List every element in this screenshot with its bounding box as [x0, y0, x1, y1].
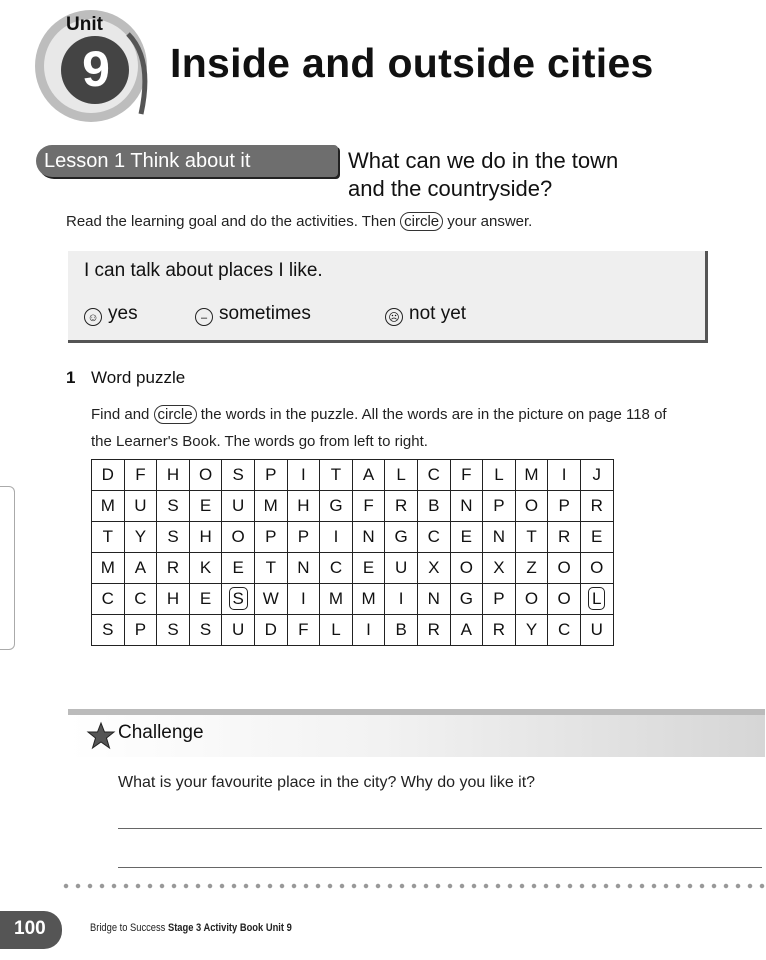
puzzle-cell[interactable]	[189, 553, 222, 584]
activity-instr-before: Find and	[91, 406, 154, 423]
puzzle-cell[interactable]	[320, 460, 353, 491]
puzzle-letter: N	[362, 527, 375, 546]
puzzle-letter: F	[135, 465, 146, 484]
instructions-circled-word: circle	[400, 212, 443, 231]
puzzle-letter: P	[265, 465, 277, 484]
dotted-divider	[60, 882, 766, 890]
puzzle-letter: P	[134, 620, 147, 639]
puzzle-letter: A	[134, 558, 147, 577]
puzzle-cell[interactable]	[385, 615, 418, 646]
puzzle-row	[92, 460, 614, 491]
puzzle-cell[interactable]	[352, 491, 385, 522]
footer-text-bold: Stage 3 Activity Book Unit 9	[167, 922, 292, 934]
puzzle-cell[interactable]	[580, 584, 613, 615]
puzzle-letter: R	[557, 527, 571, 546]
lesson-question	[348, 147, 748, 203]
puzzle-cell[interactable]	[580, 522, 613, 553]
puzzle-cell[interactable]	[450, 522, 483, 553]
puzzle-cell[interactable]	[450, 553, 483, 584]
puzzle-cell[interactable]	[92, 615, 125, 646]
puzzle-letter: I	[366, 620, 371, 639]
puzzle-cell[interactable]	[548, 615, 581, 646]
puzzle-letter: E	[591, 527, 603, 546]
activity-circled-word: circle	[154, 405, 197, 424]
puzzle-row	[92, 615, 614, 646]
puzzle-letter: L	[588, 587, 605, 610]
puzzle-cell[interactable]	[222, 584, 255, 615]
puzzle-cell[interactable]	[189, 615, 222, 646]
puzzle-cell[interactable]	[222, 491, 255, 522]
puzzle-letter: M	[263, 496, 278, 515]
puzzle-letter: A	[362, 465, 375, 484]
goal-option-yes[interactable]	[84, 303, 138, 326]
lesson-question-line2: and the countryside?	[348, 176, 553, 201]
puzzle-letter: S	[199, 620, 212, 639]
puzzle-cell[interactable]	[385, 553, 418, 584]
puzzle-letter: Y	[134, 527, 147, 546]
puzzle-cell[interactable]	[320, 553, 353, 584]
puzzle-letter: R	[492, 620, 506, 639]
puzzle-letter: B	[395, 620, 407, 639]
learning-goal-text: I can talk about places I like.	[84, 260, 323, 281]
puzzle-letter: L	[494, 465, 504, 484]
puzzle-cell[interactable]	[222, 615, 255, 646]
puzzle-letter: J	[592, 465, 601, 484]
puzzle-cell[interactable]	[287, 491, 320, 522]
puzzle-cell[interactable]	[124, 553, 157, 584]
puzzle-cell[interactable]	[548, 460, 581, 491]
puzzle-letter: S	[102, 620, 114, 639]
puzzle-cell[interactable]	[92, 460, 125, 491]
puzzle-cell[interactable]	[548, 491, 581, 522]
puzzle-cell[interactable]	[124, 615, 157, 646]
puzzle-cell[interactable]	[417, 522, 450, 553]
answer-line[interactable]	[118, 867, 762, 868]
unit-label: Unit	[66, 14, 103, 35]
puzzle-letter: R	[166, 558, 180, 577]
puzzle-cell[interactable]	[124, 491, 157, 522]
puzzle-cell[interactable]	[157, 491, 190, 522]
puzzle-letter: I	[333, 527, 339, 546]
lesson-question-line1: What can we do in the town	[348, 148, 619, 173]
puzzle-cell[interactable]	[254, 584, 287, 615]
puzzle-letter: F	[363, 496, 374, 515]
word-puzzle-grid	[91, 459, 614, 646]
puzzle-letter: P	[297, 527, 310, 546]
puzzle-cell[interactable]	[483, 615, 516, 646]
puzzle-cell[interactable]	[222, 460, 255, 491]
puzzle-letter: I	[300, 589, 306, 608]
answer-line[interactable]	[118, 828, 762, 829]
puzzle-letter: N	[460, 496, 473, 515]
puzzle-cell[interactable]	[580, 460, 613, 491]
challenge-title: Challenge	[118, 722, 204, 743]
puzzle-cell[interactable]	[254, 522, 287, 553]
instructions-text-before: Read the learning goal and do the activities. Then	[66, 213, 401, 230]
puzzle-letter: O	[524, 496, 539, 515]
puzzle-cell[interactable]	[483, 522, 516, 553]
goal-option-label: yes	[108, 303, 138, 324]
star-icon	[86, 721, 116, 751]
puzzle-cell[interactable]	[385, 584, 418, 615]
puzzle-cell[interactable]	[92, 584, 125, 615]
puzzle-letter: X	[428, 558, 440, 577]
puzzle-letter: U	[590, 620, 603, 639]
goal-option-not-yet[interactable]	[385, 303, 466, 326]
puzzle-letter: X	[493, 558, 505, 577]
puzzle-letter: E	[199, 589, 212, 608]
puzzle-letter: P	[558, 496, 570, 515]
puzzle-letter: T	[102, 527, 113, 546]
goal-option-sometimes[interactable]	[195, 303, 311, 326]
puzzle-letter: U	[232, 620, 245, 639]
puzzle-cell[interactable]	[450, 460, 483, 491]
puzzle-cell[interactable]	[483, 553, 516, 584]
puzzle-cell[interactable]	[580, 615, 613, 646]
puzzle-letter: C	[427, 465, 440, 484]
puzzle-letter: M	[361, 589, 376, 608]
puzzle-letter: S	[167, 527, 179, 546]
puzzle-cell[interactable]	[548, 584, 581, 615]
puzzle-cell[interactable]	[515, 522, 548, 553]
puzzle-cell[interactable]	[92, 522, 125, 553]
puzzle-letter: N	[492, 527, 506, 546]
puzzle-cell[interactable]	[483, 460, 516, 491]
puzzle-cell[interactable]	[515, 584, 548, 615]
puzzle-letter: I	[398, 589, 404, 608]
puzzle-cell[interactable]	[320, 491, 353, 522]
puzzle-letter: U	[395, 558, 408, 577]
puzzle-cell[interactable]	[417, 615, 450, 646]
puzzle-cell[interactable]	[189, 491, 222, 522]
footer-text	[90, 922, 292, 934]
puzzle-letter: W	[262, 589, 279, 608]
puzzle-letter: C	[329, 558, 343, 577]
puzzle-letter: M	[328, 589, 344, 608]
puzzle-letter: H	[166, 465, 180, 484]
puzzle-letter: B	[428, 496, 440, 515]
puzzle-cell[interactable]	[287, 553, 320, 584]
puzzle-cell[interactable]	[287, 460, 320, 491]
instructions-text-after: your answer.	[443, 213, 533, 230]
puzzle-cell[interactable]	[450, 584, 483, 615]
puzzle-letter: I	[561, 465, 567, 484]
puzzle-letter: M	[524, 465, 539, 484]
puzzle-cell[interactable]	[417, 584, 450, 615]
puzzle-cell[interactable]	[417, 553, 450, 584]
puzzle-cell[interactable]	[385, 522, 418, 553]
puzzle-letter: O	[557, 589, 571, 608]
puzzle-letter: N	[297, 558, 310, 577]
puzzle-cell[interactable]	[157, 584, 190, 615]
puzzle-letter: R	[427, 620, 440, 639]
puzzle-letter: S	[229, 587, 248, 610]
puzzle-letter: G	[394, 527, 408, 546]
puzzle-cell[interactable]	[580, 491, 613, 522]
puzzle-letter: L	[331, 620, 341, 639]
puzzle-letter: O	[231, 527, 245, 546]
puzzle-letter: H	[297, 496, 310, 515]
puzzle-letter: E	[362, 558, 375, 577]
puzzle-letter: H	[166, 589, 180, 608]
puzzle-letter: E	[199, 496, 212, 515]
puzzle-letter: D	[264, 620, 277, 639]
puzzle-row	[92, 522, 614, 553]
puzzle-cell[interactable]	[515, 615, 548, 646]
puzzle-letter: C	[134, 589, 147, 608]
puzzle-cell[interactable]	[157, 460, 190, 491]
puzzle-letter: I	[300, 465, 306, 484]
smile-face-icon: ☺	[84, 308, 102, 326]
puzzle-cell[interactable]	[352, 522, 385, 553]
puzzle-letter: H	[199, 527, 212, 546]
puzzle-cell[interactable]	[483, 491, 516, 522]
puzzle-letter: S	[167, 620, 179, 639]
lesson-label: Lesson 1 Think about it	[36, 145, 338, 177]
puzzle-letter: P	[493, 589, 505, 608]
puzzle-cell[interactable]	[157, 553, 190, 584]
puzzle-letter: D	[101, 465, 114, 484]
puzzle-letter: O	[590, 558, 604, 577]
puzzle-letter: N	[427, 589, 440, 608]
puzzle-cell[interactable]	[417, 460, 450, 491]
puzzle-cell[interactable]	[515, 460, 548, 491]
puzzle-letter: Z	[526, 558, 537, 577]
puzzle-letter: A	[460, 620, 472, 639]
puzzle-letter: Y	[525, 620, 538, 639]
puzzle-cell[interactable]	[483, 584, 516, 615]
puzzle-cell[interactable]	[157, 615, 190, 646]
puzzle-cell[interactable]	[385, 460, 418, 491]
puzzle-letter: R	[590, 496, 603, 515]
activity-number: 1	[66, 368, 76, 387]
unit-number: 9	[82, 41, 110, 97]
puzzle-letter: C	[557, 620, 571, 639]
puzzle-letter: L	[396, 465, 406, 484]
puzzle-letter: O	[557, 558, 571, 577]
puzzle-cell[interactable]	[417, 491, 450, 522]
activity-title: Word puzzle	[91, 368, 186, 387]
puzzle-cell[interactable]	[189, 460, 222, 491]
puzzle-cell[interactable]	[548, 522, 581, 553]
activity-instructions	[91, 401, 691, 455]
instructions	[66, 213, 532, 230]
puzzle-cell[interactable]	[548, 553, 581, 584]
puzzle-letter: S	[167, 496, 179, 515]
puzzle-cell[interactable]	[385, 491, 418, 522]
puzzle-letter: O	[459, 558, 473, 577]
footer-text-plain: Bridge to Success	[90, 922, 168, 934]
puzzle-cell[interactable]	[189, 522, 222, 553]
goal-option-label: not yet	[409, 303, 467, 324]
puzzle-letter: P	[265, 527, 277, 546]
puzzle-row	[92, 553, 614, 584]
puzzle-cell[interactable]	[352, 615, 385, 646]
puzzle-cell[interactable]	[287, 584, 320, 615]
puzzle-cell[interactable]	[92, 491, 125, 522]
puzzle-letter: C	[101, 589, 114, 608]
puzzle-letter: T	[330, 465, 342, 484]
puzzle-cell[interactable]	[450, 615, 483, 646]
puzzle-cell[interactable]	[320, 584, 353, 615]
puzzle-letter: E	[232, 558, 244, 577]
puzzle-cell[interactable]	[580, 553, 613, 584]
puzzle-cell[interactable]	[254, 460, 287, 491]
puzzle-cell[interactable]	[320, 615, 353, 646]
puzzle-cell[interactable]	[124, 584, 157, 615]
puzzle-letter: T	[265, 558, 276, 577]
puzzle-letter: O	[524, 589, 539, 608]
puzzle-letter: C	[427, 527, 440, 546]
puzzle-cell[interactable]	[287, 615, 320, 646]
puzzle-letter: K	[199, 558, 212, 577]
puzzle-cell[interactable]	[515, 491, 548, 522]
puzzle-cell[interactable]	[254, 491, 287, 522]
puzzle-cell[interactable]	[450, 491, 483, 522]
page-title: Inside and outside cities	[170, 40, 654, 86]
puzzle-cell[interactable]	[124, 522, 157, 553]
puzzle-cell[interactable]	[124, 460, 157, 491]
activity-instr-after: the words in the puzzle. All the words are in the picture on page 118 of the Learner's Book. The words go from left to right.	[91, 406, 667, 450]
puzzle-letter: U	[232, 496, 245, 515]
puzzle-letter: F	[461, 465, 472, 484]
puzzle-row	[92, 491, 614, 522]
puzzle-letter: F	[298, 620, 309, 639]
puzzle-letter: M	[100, 558, 115, 577]
puzzle-letter: S	[232, 465, 244, 484]
puzzle-letter: R	[395, 496, 408, 515]
puzzle-cell[interactable]	[189, 584, 222, 615]
puzzle-cell[interactable]	[254, 553, 287, 584]
puzzle-letter: O	[198, 465, 213, 484]
puzzle-cell[interactable]	[352, 584, 385, 615]
puzzle-cell[interactable]	[222, 522, 255, 553]
puzzle-cell[interactable]	[352, 460, 385, 491]
goal-option-label: sometimes	[219, 303, 311, 324]
puzzle-cell[interactable]	[92, 553, 125, 584]
puzzle-letter: E	[460, 527, 472, 546]
puzzle-cell[interactable]	[157, 522, 190, 553]
page-number: 100	[14, 918, 46, 939]
puzzle-letter: G	[329, 496, 343, 515]
puzzle-cell[interactable]	[320, 522, 353, 553]
puzzle-letter: P	[493, 496, 505, 515]
challenge-question: What is your favourite place in the city? Why do you like it?	[118, 774, 536, 791]
side-tab-handle[interactable]	[0, 486, 15, 650]
puzzle-row	[92, 584, 614, 615]
puzzle-letter: U	[134, 496, 147, 515]
puzzle-letter: M	[100, 496, 115, 515]
puzzle-cell[interactable]	[287, 522, 320, 553]
neutral-face-icon: –	[195, 308, 213, 326]
puzzle-letter: G	[459, 589, 473, 608]
puzzle-letter: T	[526, 527, 537, 546]
puzzle-cell[interactable]	[222, 553, 255, 584]
puzzle-cell[interactable]	[254, 615, 287, 646]
sad-face-icon: ☹	[385, 308, 403, 326]
puzzle-cell[interactable]	[515, 553, 548, 584]
puzzle-cell[interactable]	[352, 553, 385, 584]
